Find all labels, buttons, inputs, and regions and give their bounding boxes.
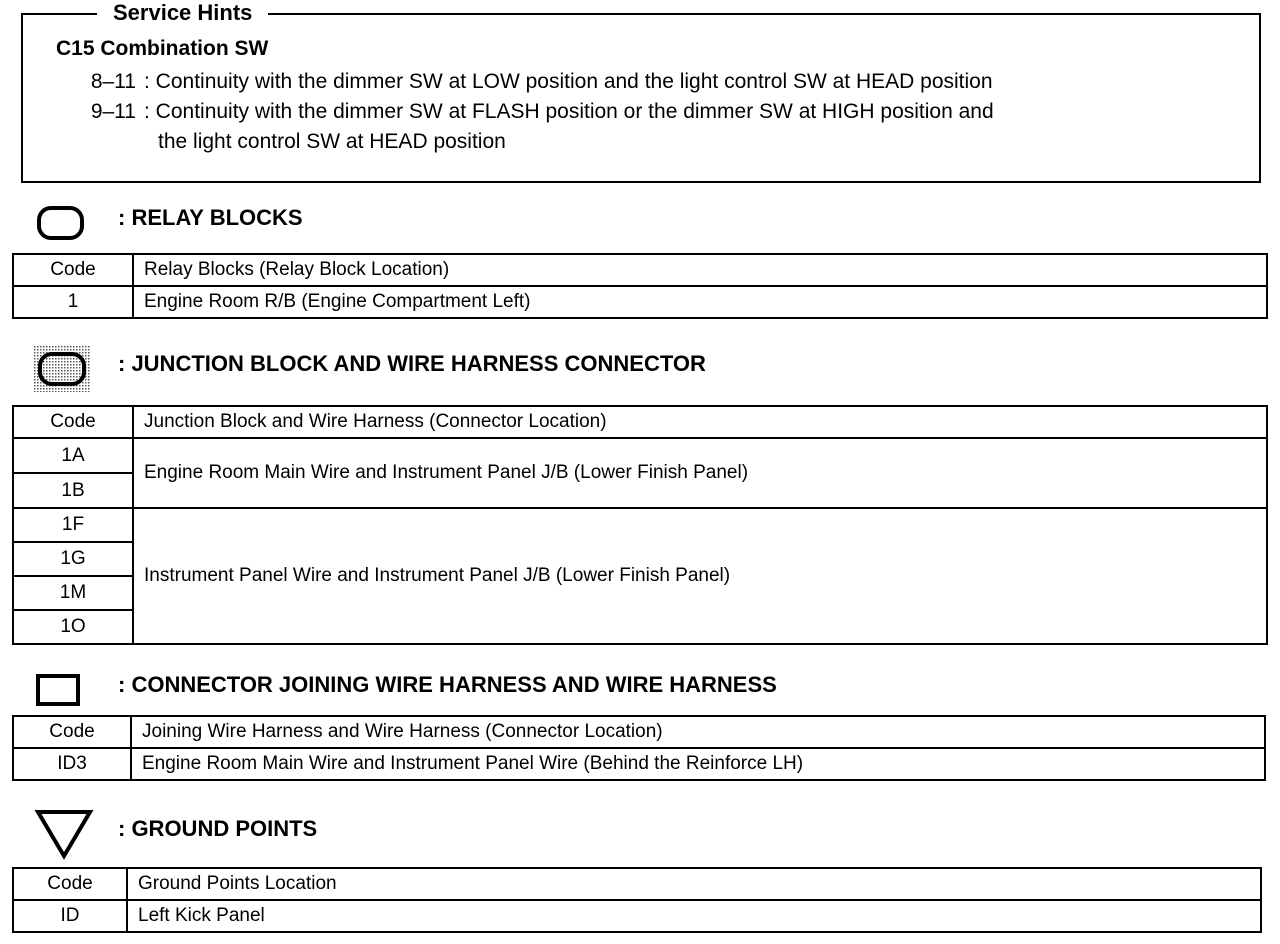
- relay-blocks-table: [12, 253, 1268, 319]
- header-code: Code: [13, 406, 133, 438]
- ground-points-table: [12, 867, 1262, 933]
- shaded-rounded-rect-icon: [34, 346, 92, 394]
- hint-code: 9–11: [90, 100, 136, 123]
- row-desc: Instrument Panel Wire and Instrument Panel J/B (Lower Finish Panel): [133, 508, 1267, 644]
- row-code: 1G: [13, 542, 133, 576]
- rectangle-icon: [36, 673, 82, 709]
- row-code: ID: [13, 900, 127, 932]
- junction-block-table: [12, 405, 1268, 645]
- table-row: [13, 438, 1267, 473]
- row-code: 1F: [13, 508, 133, 542]
- hint-code: 8–11: [90, 70, 136, 93]
- service-hints-subtitle: C15 Combination SW: [56, 37, 269, 60]
- row-desc: Engine Room Main Wire and Instrument Panel Wire (Behind the Reinforce LH): [131, 748, 1265, 780]
- header-desc: Joining Wire Harness and Wire Harness (Connector Location): [131, 716, 1265, 748]
- header-code: Code: [13, 716, 131, 748]
- junction-block-title: : JUNCTION BLOCK AND WIRE HARNESS CONNECTOR: [118, 351, 706, 376]
- row-code: 1: [13, 286, 133, 318]
- rounded-rect-icon: [36, 205, 86, 241]
- header-desc: Relay Blocks (Relay Block Location): [133, 254, 1267, 286]
- row-code: 1M: [13, 576, 133, 610]
- row-code: ID3: [13, 748, 131, 780]
- connector-table: [12, 715, 1266, 781]
- header-code: Code: [13, 868, 127, 900]
- relay-blocks-title: : RELAY BLOCKS: [118, 205, 303, 230]
- table-row: [13, 748, 1265, 780]
- table-header-row: [13, 254, 1267, 286]
- hint-text: : Continuity with the dimmer SW at LOW position and the light control SW at HEAD position: [144, 70, 993, 93]
- down-triangle-icon: [34, 808, 94, 860]
- row-desc: Left Kick Panel: [127, 900, 1261, 932]
- row-desc: Engine Room R/B (Engine Compartment Left): [133, 286, 1267, 318]
- table-header-row: [13, 406, 1267, 438]
- row-code: 1B: [13, 473, 133, 508]
- header-desc: Ground Points Location: [127, 868, 1261, 900]
- row-code: 1O: [13, 610, 133, 644]
- row-desc: Engine Room Main Wire and Instrument Panel J/B (Lower Finish Panel): [133, 438, 1267, 508]
- table-row: [13, 900, 1261, 932]
- table-header-row: [13, 868, 1261, 900]
- connector-title: : CONNECTOR JOINING WIRE HARNESS AND WIRE HARNESS: [118, 672, 777, 697]
- hint-row: [158, 127, 506, 157]
- header-desc: Junction Block and Wire Harness (Connector Location): [133, 406, 1267, 438]
- ground-points-title: : GROUND POINTS: [118, 816, 318, 841]
- table-row: [13, 508, 1267, 542]
- service-hints-title: Service Hints: [97, 0, 268, 26]
- hint-text: the light control SW at HEAD position: [158, 130, 506, 153]
- header-code: Code: [13, 254, 133, 286]
- table-row: [13, 286, 1267, 318]
- row-code: 1A: [13, 438, 133, 473]
- hint-text: : Continuity with the dimmer SW at FLASH position or the dimmer SW at HIGH position and: [144, 100, 994, 123]
- table-header-row: [13, 716, 1265, 748]
